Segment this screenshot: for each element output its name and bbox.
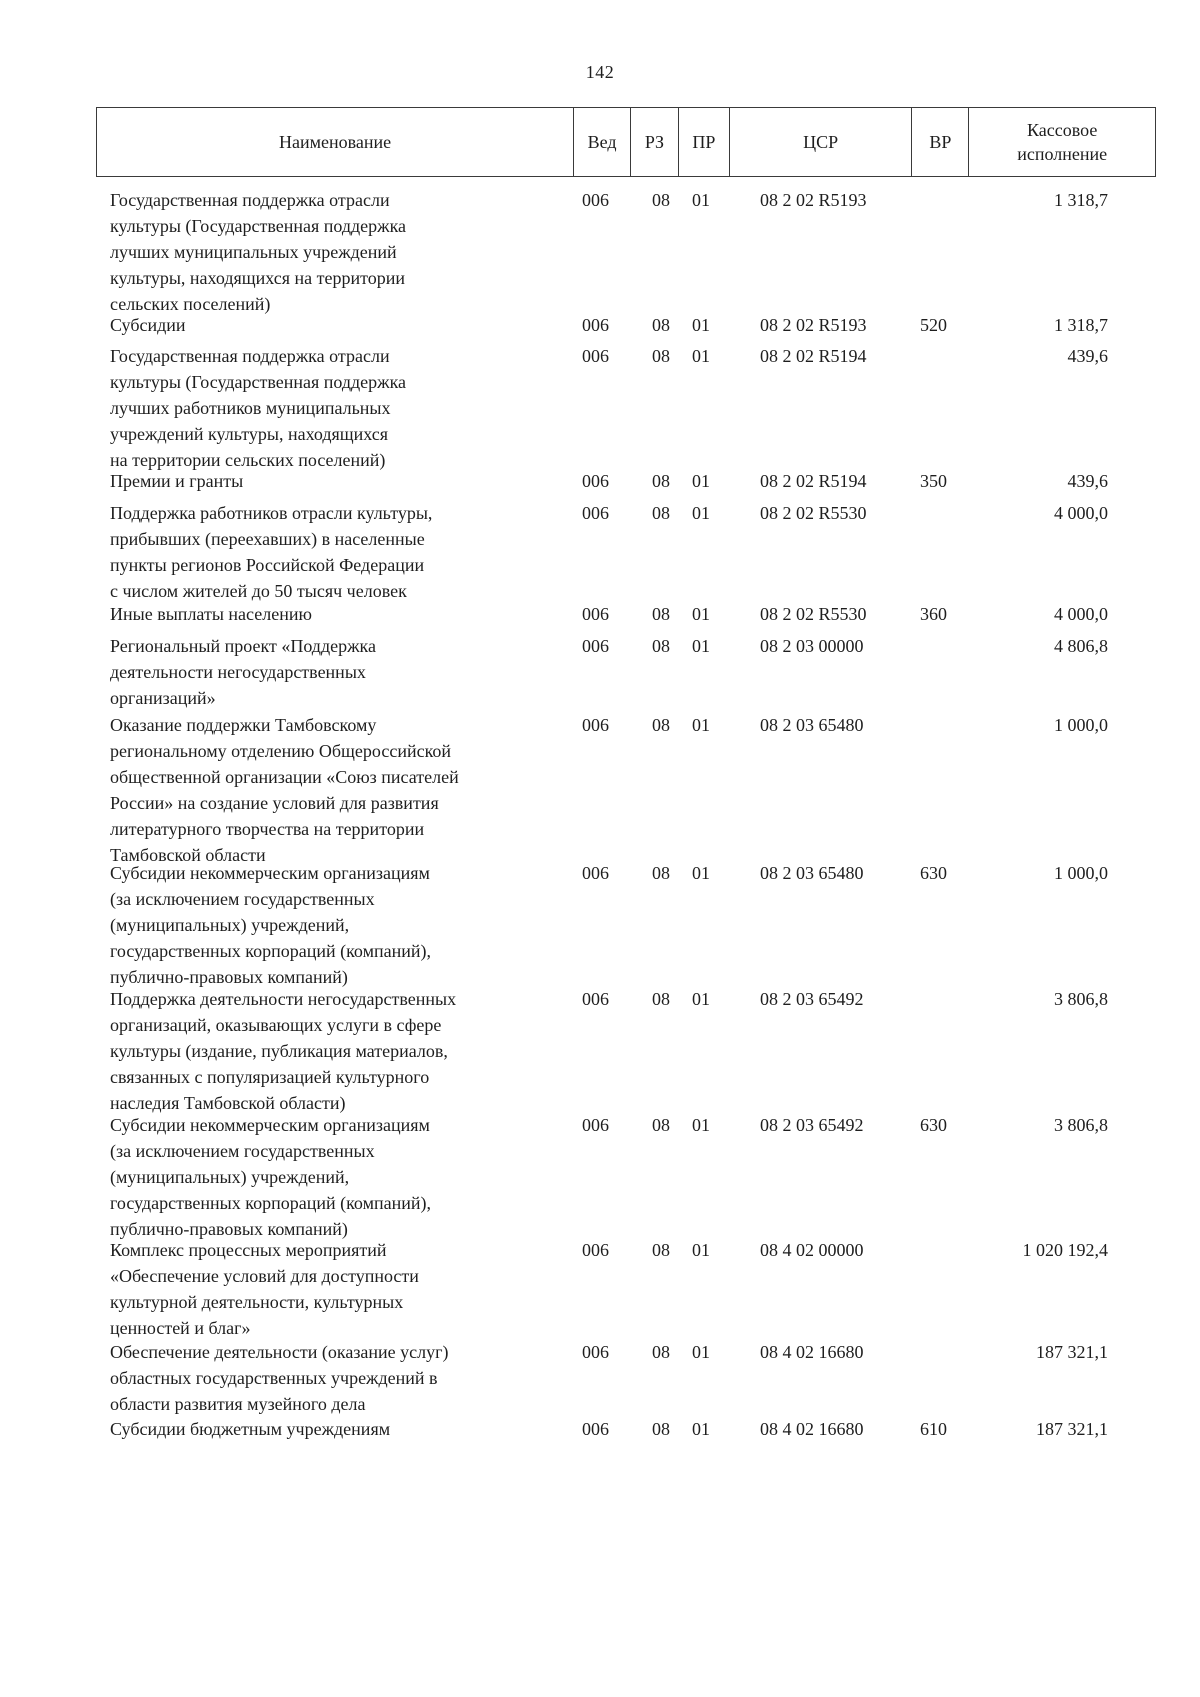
row-name-line: организаций, оказывающих услуги в сфере (110, 1015, 442, 1035)
row-ved: 006 (582, 1240, 609, 1260)
row-name-line: Иные выплаты населению (110, 604, 312, 624)
row-name (110, 712, 560, 868)
row-sum: 1 020 192,4 (1022, 1240, 1108, 1260)
row-pr: 01 (692, 1115, 710, 1135)
row-pr: 01 (692, 346, 710, 366)
row-rz: 08 (652, 346, 670, 366)
row-name-line: Государственная поддержка отрасли (110, 190, 390, 210)
row-rz: 08 (652, 503, 670, 523)
row-rz: 08 (652, 1240, 670, 1260)
header-csr: ЦСР (730, 108, 913, 176)
row-csr: 08 2 03 65492 (760, 989, 864, 1009)
row-name-line: Субсидии некоммерческим организациям (110, 863, 430, 883)
row-rz: 08 (652, 1342, 670, 1362)
row-vr: 360 (920, 604, 947, 624)
row-name-line: Комплекс процессных мероприятий (110, 1240, 387, 1260)
row-name-line: государственных корпораций (компаний), (110, 941, 431, 961)
row-name-line: России» на создание условий для развития (110, 793, 439, 813)
row-name-line: государственных корпораций (компаний), (110, 1193, 431, 1213)
row-name-line: сельских поселений) (110, 294, 271, 314)
row-sum: 439,6 (1067, 346, 1108, 366)
row-name-line: наследия Тамбовской области) (110, 1093, 346, 1113)
row-name-line: прибывших (переехавших) в населенные (110, 529, 425, 549)
row-csr: 08 4 02 16680 (760, 1419, 864, 1439)
row-sum: 4 000,0 (1054, 503, 1108, 523)
row-csr: 08 2 03 65480 (760, 863, 864, 883)
row-name (110, 312, 560, 338)
row-sum: 187 321,1 (1036, 1419, 1108, 1439)
header-name: Наименование (97, 108, 574, 176)
row-pr: 01 (692, 190, 710, 210)
row-ved: 006 (582, 471, 609, 491)
header-pr: ПР (679, 108, 730, 176)
row-ved: 006 (582, 346, 609, 366)
row-csr: 08 2 02 R5530 (760, 503, 867, 523)
row-name-line: организаций» (110, 688, 216, 708)
row-name (110, 986, 560, 1116)
row-ved: 006 (582, 503, 609, 523)
row-pr: 01 (692, 863, 710, 883)
row-name-line: с числом жителей до 50 тысяч человек (110, 581, 407, 601)
row-name-line: Премии и гранты (110, 471, 244, 491)
row-name-line: культуры, находящихся на территории (110, 268, 406, 288)
row-rz: 08 (652, 471, 670, 491)
row-pr: 01 (692, 1240, 710, 1260)
row-name-line: Поддержка работников отрасли культуры, (110, 503, 433, 523)
row-name-line: литературного творчества на территории (110, 819, 425, 839)
row-csr: 08 2 03 65492 (760, 1115, 864, 1135)
row-sum: 1 000,0 (1054, 715, 1108, 735)
row-name (110, 633, 560, 711)
row-ved: 006 (582, 715, 609, 735)
row-name-line: Тамбовской области (110, 845, 266, 865)
row-vr: 350 (920, 471, 947, 491)
header-vr: ВР (912, 108, 969, 176)
row-name-line: ценностей и благ» (110, 1318, 251, 1338)
row-name-line: пункты регионов Российской Федерации (110, 555, 425, 575)
row-pr: 01 (692, 503, 710, 523)
row-name-line: (муниципальных) учреждений, (110, 1167, 350, 1187)
row-sum: 4 806,8 (1054, 636, 1108, 656)
row-name-line: области развития музейного дела (110, 1394, 366, 1414)
row-name-line: лучших работников муниципальных (110, 398, 391, 418)
table-header (96, 107, 1156, 177)
row-name-line: деятельности негосударственных (110, 662, 366, 682)
row-sum: 187 321,1 (1036, 1342, 1108, 1362)
row-pr: 01 (692, 471, 710, 491)
page-number: 142 (585, 62, 615, 82)
row-sum: 1 318,7 (1054, 190, 1108, 210)
row-name-line: (за исключением государственных (110, 889, 375, 909)
row-name (110, 500, 560, 604)
row-csr: 08 2 02 R5530 (760, 604, 867, 624)
row-name-line: областных государственных учреждений в (110, 1368, 438, 1388)
row-name (110, 343, 560, 473)
row-name-line: (за исключением государственных (110, 1141, 375, 1161)
row-name-line: общественной организации «Союз писателей (110, 767, 459, 787)
row-sum: 439,6 (1067, 471, 1108, 491)
row-rz: 08 (652, 636, 670, 656)
row-name-line: Субсидии некоммерческим организациям (110, 1115, 430, 1135)
row-vr: 630 (920, 1115, 947, 1135)
row-rz: 08 (652, 604, 670, 624)
header-sum (969, 108, 1155, 176)
row-pr: 01 (692, 604, 710, 624)
row-ved: 006 (582, 636, 609, 656)
row-sum: 3 806,8 (1054, 1115, 1108, 1135)
row-name-line: лучших муниципальных учреждений (110, 242, 397, 262)
row-ved: 006 (582, 863, 609, 883)
row-name-line: Региональный проект «Поддержка (110, 636, 377, 656)
header-sum-line2: исполнение (1017, 144, 1108, 164)
row-sum: 1 318,7 (1054, 315, 1108, 335)
row-ved: 006 (582, 315, 609, 335)
row-name-line: Оказание поддержки Тамбовскому (110, 715, 377, 735)
row-name (110, 860, 560, 990)
row-ved: 006 (582, 1115, 609, 1135)
header-rz: РЗ (631, 108, 679, 176)
row-sum: 3 806,8 (1054, 989, 1108, 1009)
row-name-line: учреждений культуры, находящихся (110, 424, 389, 444)
row-name-line: культурной деятельности, культурных (110, 1292, 404, 1312)
row-name-line: культуры (Государственная поддержка (110, 216, 407, 236)
row-rz: 08 (652, 1419, 670, 1439)
row-csr: 08 4 02 16680 (760, 1342, 864, 1362)
row-name (110, 601, 560, 627)
row-pr: 01 (692, 1419, 710, 1439)
row-csr: 08 2 03 00000 (760, 636, 864, 656)
row-csr: 08 2 02 R5193 (760, 190, 867, 210)
row-ved: 006 (582, 190, 609, 210)
row-ved: 006 (582, 1342, 609, 1362)
row-name-line: Государственная поддержка отрасли (110, 346, 390, 366)
row-name-line: региональному отделению Общероссийской (110, 741, 452, 761)
row-vr: 520 (920, 315, 947, 335)
row-name-line: связанных с популяризацией культурного (110, 1067, 430, 1087)
row-pr: 01 (692, 636, 710, 656)
row-name (110, 1416, 560, 1442)
row-name (110, 1112, 560, 1242)
row-name-line: (муниципальных) учреждений, (110, 915, 350, 935)
row-rz: 08 (652, 1115, 670, 1135)
row-name-line: Обеспечение деятельности (оказание услуг) (110, 1342, 449, 1362)
row-rz: 08 (652, 190, 670, 210)
row-name-line: публично-правовых компаний) (110, 967, 348, 987)
row-name-line: Субсидии (110, 315, 186, 335)
row-rz: 08 (652, 989, 670, 1009)
row-rz: 08 (652, 315, 670, 335)
row-name-line: культуры (издание, публикация материалов, (110, 1041, 448, 1061)
row-vr: 610 (920, 1419, 947, 1439)
row-name-line: «Обеспечение условий для доступности (110, 1266, 419, 1286)
row-csr: 08 2 02 R5194 (760, 471, 867, 491)
row-pr: 01 (692, 989, 710, 1009)
row-name-line: культуры (Государственная поддержка (110, 372, 407, 392)
row-name-line: публично-правовых компаний) (110, 1219, 348, 1239)
row-name-line: на территории сельских поселений) (110, 450, 386, 470)
row-ved: 006 (582, 989, 609, 1009)
row-sum: 4 000,0 (1054, 604, 1108, 624)
row-csr: 08 2 03 65480 (760, 715, 864, 735)
header-ved: Вед (574, 108, 631, 176)
row-pr: 01 (692, 715, 710, 735)
row-pr: 01 (692, 315, 710, 335)
row-sum: 1 000,0 (1054, 863, 1108, 883)
row-ved: 006 (582, 604, 609, 624)
row-name (110, 1237, 560, 1341)
row-name (110, 1339, 560, 1417)
row-name (110, 187, 560, 317)
row-csr: 08 4 02 00000 (760, 1240, 864, 1260)
row-csr: 08 2 02 R5194 (760, 346, 867, 366)
row-ved: 006 (582, 1419, 609, 1439)
row-name (110, 468, 560, 494)
row-pr: 01 (692, 1342, 710, 1362)
row-name-line: Субсидии бюджетным учреждениям (110, 1419, 391, 1439)
row-vr: 630 (920, 863, 947, 883)
row-name-line: Поддержка деятельности негосударственных (110, 989, 457, 1009)
row-csr: 08 2 02 R5193 (760, 315, 867, 335)
row-rz: 08 (652, 863, 670, 883)
row-rz: 08 (652, 715, 670, 735)
header-sum-line1: Кассовое (1027, 120, 1098, 140)
